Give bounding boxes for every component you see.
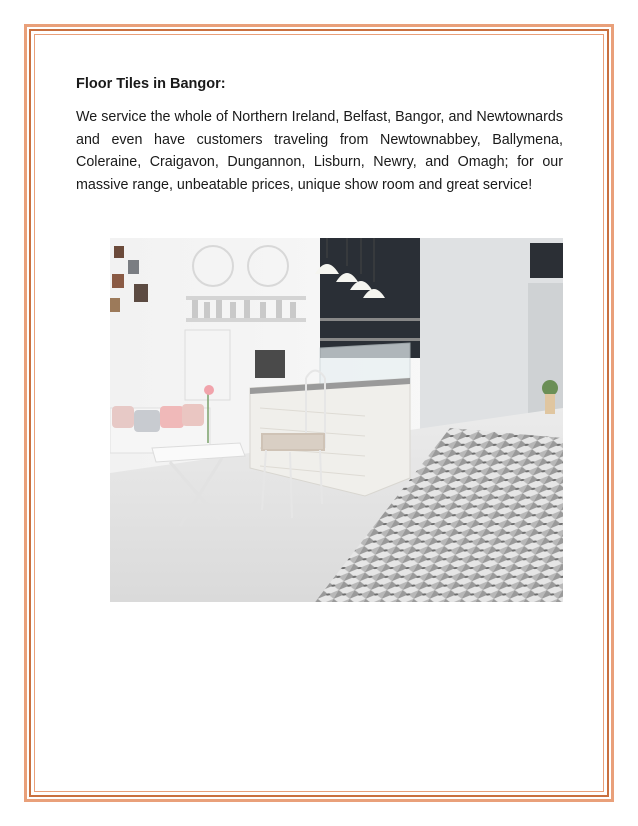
cushion bbox=[112, 406, 134, 428]
cushion bbox=[182, 404, 204, 426]
plant bbox=[542, 380, 558, 396]
section-heading: Floor Tiles in Bangor: bbox=[76, 76, 226, 92]
wall-frame bbox=[134, 284, 148, 302]
wall-shelf bbox=[186, 318, 306, 322]
body-paragraph: We service the whole of Northern Ireland, Belfast, Bangor, and Newtownards and even have customers traveling from Newtownabbey, Ballymena, Coleraine, Craigavon, Dungannon, Lisburn, Newry, and Omagh; for our massive range, unbeatable prices, unique show room and great service! bbox=[76, 109, 563, 193]
flower bbox=[204, 385, 214, 395]
showroom-photo bbox=[110, 238, 563, 602]
wall-frame bbox=[112, 274, 124, 288]
plant-pot bbox=[545, 394, 555, 414]
wall-frame bbox=[114, 246, 124, 258]
wall-frame bbox=[128, 260, 139, 274]
cushion bbox=[134, 410, 160, 432]
wall-cabinet bbox=[530, 243, 563, 278]
cushion bbox=[160, 406, 184, 428]
back-shelf bbox=[320, 318, 420, 321]
wall-frame bbox=[110, 298, 120, 312]
espresso-machine bbox=[255, 350, 285, 378]
back-shelf bbox=[320, 338, 420, 341]
wall-shelf bbox=[186, 296, 306, 300]
